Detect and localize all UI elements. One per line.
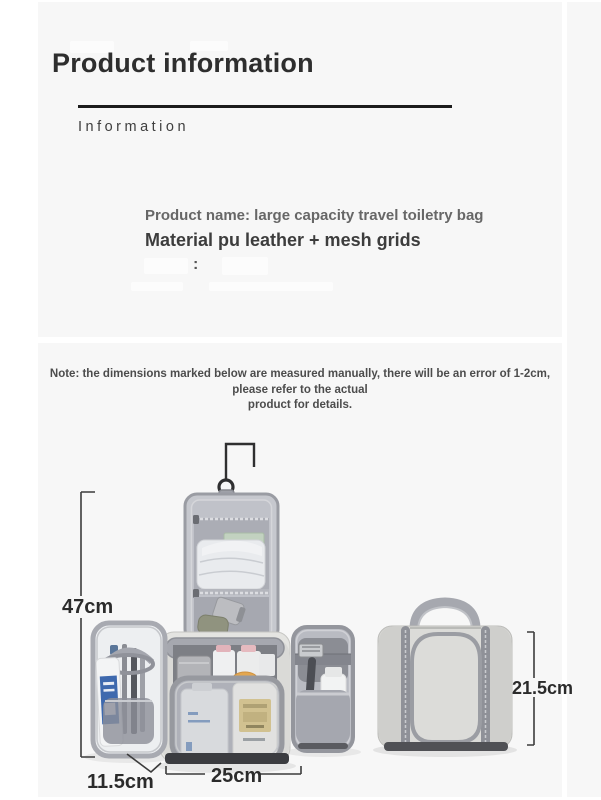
- note-line-1: Note: the dimensions marked below are measured manually, there will be an error of 1-2cm, please refer to the actual: [49, 368, 551, 396]
- right-side-pouch: [293, 627, 353, 751]
- dimension-depth-label: 11.5cm: [87, 771, 154, 793]
- section-label: Information: [78, 119, 190, 135]
- dimension-side-height: [512, 632, 573, 745]
- note-line-2: product for details.: [247, 399, 353, 411]
- dimension-side-height-label: 21.5cm: [512, 678, 574, 698]
- left-clear-pouch: [93, 623, 165, 756]
- main-compartment: [160, 632, 290, 764]
- closed-toiletry-bag: [378, 602, 512, 751]
- dimension-height-label: 47cm: [62, 596, 114, 618]
- colon-text: :: [193, 256, 199, 273]
- material-text: Material pu leather + mesh grids: [145, 230, 421, 250]
- dimension-width-label: 25cm: [211, 765, 263, 787]
- open-flap-panel: [185, 494, 278, 641]
- product-name-text: Product name: large capacity travel toiletry bag: [145, 207, 484, 224]
- page-title: Product information: [52, 48, 314, 78]
